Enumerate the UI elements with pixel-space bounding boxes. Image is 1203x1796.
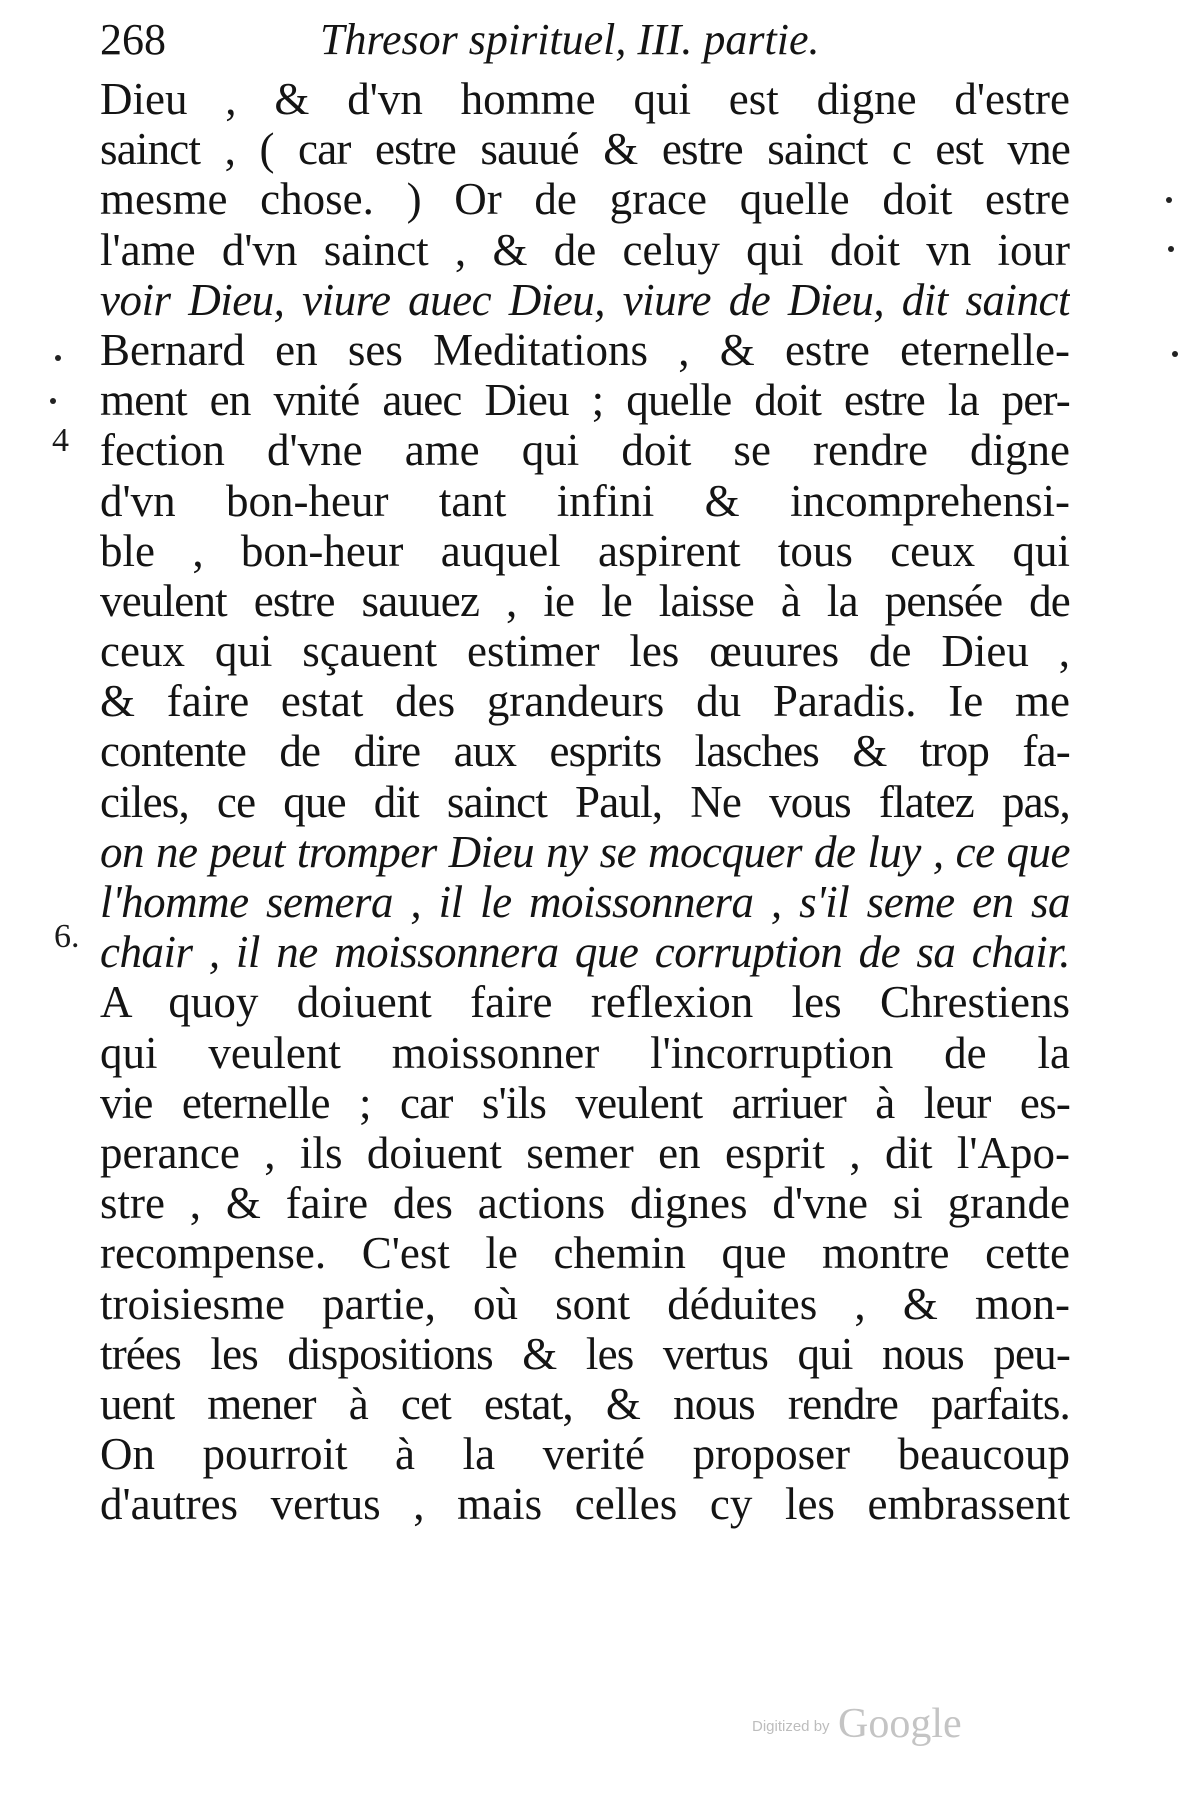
text-line: A quoy doiuent faire reflexion les Chrestiens: [100, 977, 1070, 1028]
page-header: [100, 12, 1080, 68]
text-line: voir Dieu, viure auec Dieu, viure de Dieu, dit sainct: [100, 274, 1070, 325]
text-line: stre , & faire des actions dignes d'vne si grande: [100, 1178, 1070, 1229]
text-line: d'vn bon-heur tant infini & incomprehensi-: [100, 475, 1070, 526]
text-line: uent mener à cet estat, & nous rendre parfaits.: [100, 1378, 1070, 1429]
text-line: l'ame d'vn sainct , & de celuy qui doit vn iour: [100, 224, 1070, 275]
text-line: troisiesme partie, où sont déduites , & mon-: [100, 1278, 1070, 1329]
text-line: on ne peut tromper Dieu ny se mocquer de luy , ce que: [100, 826, 1070, 877]
page-number: 268: [100, 15, 166, 64]
text-line: fection d'vne ame qui doit se rendre digne: [100, 425, 1070, 476]
margin-dot: [1166, 197, 1172, 203]
digitized-watermark: [752, 1700, 962, 1748]
text-line: mesme chose. ) Or de grace quelle doit estre: [100, 174, 1070, 225]
text-line: & faire estat des grandeurs du Paradis. Ie me: [100, 676, 1070, 727]
text-line: d'autres vertus , mais celles cy les embrassent: [100, 1479, 1070, 1530]
text-line: ble , bon-heur auquel aspirent tous ceux qui: [100, 525, 1070, 576]
text-line: sainct , ( car estre sauué & estre sainct c est vne: [100, 124, 1070, 175]
margin-dot: [1172, 351, 1178, 357]
margin-dot: [50, 398, 56, 404]
text-line: l'homme semera , il le moissonnera , s'il seme en sa: [100, 877, 1070, 927]
margin-note-6: 6.: [54, 918, 80, 955]
text-line: ciles, ce que dit sainct Paul, Ne vous flatez pas,: [100, 776, 1070, 827]
text-line: perance , ils doiuent semer en esprit , dit l'Apo-: [100, 1127, 1070, 1178]
text-line: contente de dire aux esprits lasches & trop fa-: [100, 726, 1070, 777]
running-title: Thresor spirituel, III. partie.: [320, 15, 820, 64]
text-line: ceux qui sçauent estimer les œuures de Dieu ,: [100, 626, 1070, 677]
text-line: Bernard en ses Meditations , & estre eternelle-: [100, 324, 1070, 375]
text-line: vie eternelle ; car s'ils veulent arriuer à leur es-: [100, 1077, 1070, 1128]
margin-dot: [55, 355, 61, 361]
watermark-brand: Google: [838, 1701, 962, 1747]
text-line: On pourroit à la verité proposer beaucoup: [100, 1429, 1070, 1480]
text-line: veulent estre sauuez , ie le laisse à la pensée de: [100, 575, 1070, 626]
text-line: ment en vnité auec Dieu ; quelle doit estre la per-: [100, 375, 1070, 426]
text-line: Dieu , & d'vn homme qui est digne d'estre: [100, 74, 1070, 124]
margin-dot: [1168, 246, 1174, 252]
text-line: chair , il ne moissonnera que corruption de sa chair.: [100, 927, 1070, 978]
text-line: trées les dispositions & les vertus qui nous peu-: [100, 1328, 1070, 1379]
text-line: qui veulent moissonner l'incorruption de la: [100, 1027, 1070, 1078]
body-text: [100, 74, 1070, 1529]
margin-note-4: 4: [52, 422, 69, 459]
watermark-prefix: Digitized by: [752, 1718, 830, 1735]
text-line: recompense. C'est le chemin que montre cette: [100, 1228, 1070, 1279]
